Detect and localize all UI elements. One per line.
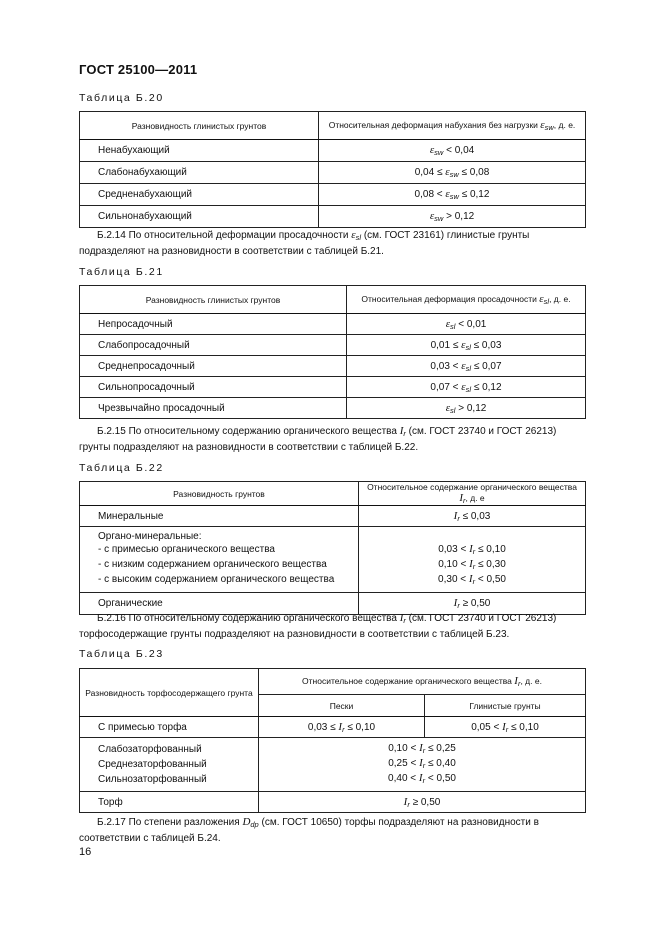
paragraph-b214: Б.2.14 По относительной деформации просадочности $\varepsilon_{sl}$ (см. ГОСТ 23161) глинистые грунты подразделяют на разновидности в соответствии с таблицей Б.21. xyxy=(79,229,530,257)
table-row: Слабонабухающий $0,04 \le \varepsilon_{sw} \le 0,08$ xyxy=(80,162,586,184)
table-row: Ненабухающий $\varepsilon_{sw} < 0,04$ xyxy=(80,140,586,162)
table-b21-head-value: Относительная деформация просадочности εsl, д. е. xyxy=(347,286,586,314)
table-row: - с низким содержанием органического вещества $0,10 < I_r \le 0,30$ xyxy=(80,558,586,573)
table-b20-head-variety: Разновидность глинистых грунтов xyxy=(80,112,319,140)
table-row: - с высоким содержанием органического вещества $0,30 < I_r < 0,50$ xyxy=(80,573,586,593)
table-b20-caption: Таблица Б.20 xyxy=(79,92,164,104)
table-b22-caption: Таблица Б.22 xyxy=(79,462,164,474)
table-b21 xyxy=(79,285,586,419)
table-row: С примесью торфа $0,03 \le I_r \le 0,10$ $0,05 < I_r \le 0,10$ xyxy=(80,717,586,738)
table-row: Органические $I_r \ge 0,50$ xyxy=(80,592,586,614)
table-row: Среднезаторфованный $0,25 < I_r \le 0,40$ xyxy=(80,757,586,772)
table-b21-caption: Таблица Б.21 xyxy=(79,266,164,278)
table-row: - с примесью органического вещества $0,03 < I_r \le 0,10$ xyxy=(80,543,586,558)
paragraph-b217: Б.2.17 По степени разложения $D_{dp}$ (см. ГОСТ 10650) торфы подразделяют на разновидности в соответствии с таблицей Б.24. xyxy=(79,816,539,844)
table-row: Непросадочный $\varepsilon_{sl} < 0,01$ xyxy=(80,314,586,335)
standard-header: ГОСТ 25100—2011 xyxy=(79,62,198,77)
table-row: Чрезвычайно просадочный $\varepsilon_{sl} > 0,12$ xyxy=(80,398,586,419)
table-b22-head-variety: Разновидность грунтов xyxy=(80,482,359,506)
table-row: Минеральные $I_r \le 0,03$ xyxy=(80,506,586,527)
table-row: Слабозаторфованный $0,10 < I_r \le 0,25$ xyxy=(80,738,586,758)
table-b21-head-variety: Разновидность глинистых грунтов xyxy=(80,286,347,314)
paragraph-b215: Б.2.15 По относительному содержанию органического вещества $I_r$ (см. ГОСТ 23740 и ГОСТ 26213) грунты подразделяют на разновидности в соответствии с таблицей Б.22. xyxy=(79,425,557,453)
table-row-group-title: Органо-минеральные: xyxy=(80,527,586,543)
page-number: 16 xyxy=(79,846,92,858)
table-row: Сильнозаторфованный $0,40 < I_r < 0,50$ xyxy=(80,772,586,792)
table-b22-head-value: Относительное содержание органического вещества Ir, д. е xyxy=(359,482,586,506)
table-b23-head-value: Относительное содержание органического вещества Ir, д. е. xyxy=(259,669,586,695)
table-row: Средненабухающий $0,08 < \varepsilon_{sw} \le 0,12$ xyxy=(80,184,586,206)
table-row: Среднепросадочный $0,03 < \varepsilon_{sl} \le 0,07$ xyxy=(80,356,586,377)
table-row: Сильнонабухающий $\varepsilon_{sw} > 0,12$ xyxy=(80,206,586,228)
table-row: Сильнопросадочный $0,07 < \varepsilon_{sl} \le 0,12$ xyxy=(80,377,586,398)
table-b23-head-sands: Пески xyxy=(259,695,425,717)
table-b20 xyxy=(79,111,586,228)
table-b23-caption: Таблица Б.23 xyxy=(79,648,164,660)
table-b22 xyxy=(79,481,586,615)
paragraph-b216: Б.2.16 По относительному содержанию органического вещества $I_r$ (см. ГОСТ 23740 и ГОСТ 26213) торфосодержащие грунты подразделяют на разновидности в соответствии с таблицей Б.23. xyxy=(79,612,557,640)
table-row: Слабопросадочный $0,01 \le \varepsilon_{sl} \le 0,03$ xyxy=(80,335,586,356)
table-b23-head-variety: Разновидность торфосодержащего грунта xyxy=(80,669,259,717)
table-b23-head-clays: Глинистые грунты xyxy=(425,695,586,717)
table-b23 xyxy=(79,668,586,813)
table-b20-head-value: Относительная деформация набухания без нагрузки εsw, д. е. xyxy=(319,112,586,140)
table-row: Торф $I_r \ge 0,50$ xyxy=(80,792,586,813)
